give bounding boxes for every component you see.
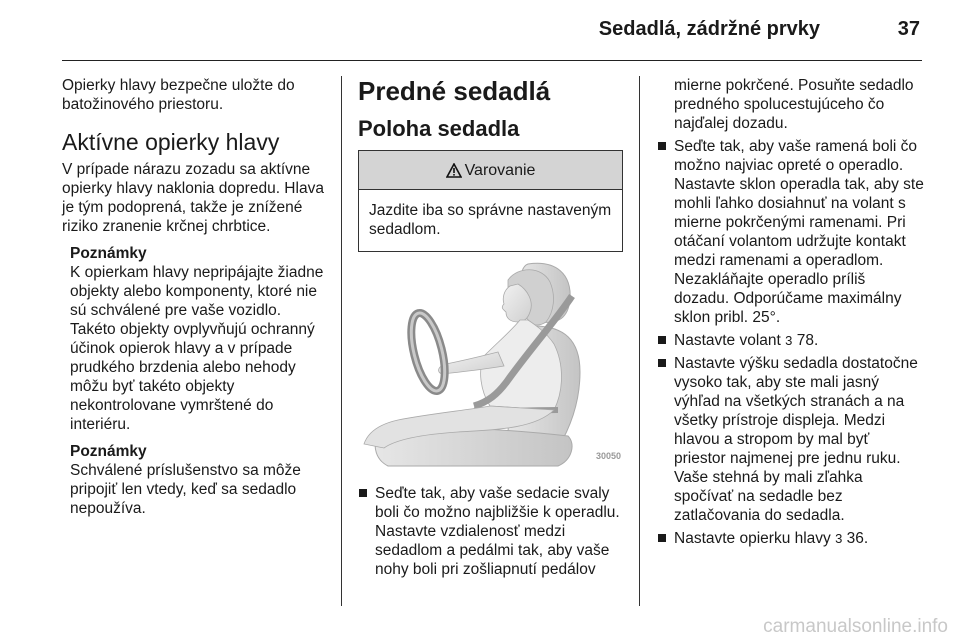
page-ref-arrow-icon: 3 (785, 333, 793, 348)
warning-title: Varovanie (464, 161, 536, 179)
seat-instructions-list-continued (657, 137, 924, 548)
page-header-title: Sedadlá, zádržné prvky (598, 18, 820, 40)
square-bullet-icon (658, 359, 666, 367)
square-bullet-icon (359, 489, 367, 497)
list-item (657, 529, 924, 548)
page-reference-link[interactable]: 78. (796, 332, 819, 349)
list-item-text: Nastavte opierku hlavy (674, 530, 831, 547)
watermark: carmanualsonline.info (763, 616, 948, 637)
list-item (358, 484, 623, 579)
intro-paragraph: Opierky hlavy bezpečne uložte do batožinového priestoru. (62, 77, 295, 113)
warning-box (358, 150, 623, 252)
note-title: Poznámky (70, 245, 147, 262)
square-bullet-icon (658, 534, 666, 542)
warning-triangle-icon (446, 163, 462, 178)
list-item-continuation: mierne pokrčené. Posuňte sedadlo predného spolucestujúceho čo najďalej dozadu. (674, 77, 914, 132)
column-divider-right (639, 76, 640, 606)
note-block-2 (70, 442, 327, 518)
list-item-text: Seďte tak, aby vaše sedacie svaly boli čo možno najbližšie k operadlu. Nastavte vzdialenosť medzi sedadlom a pedálmi tak, aby vaše nohy boli pri zošliapnutí pedálov (375, 485, 620, 578)
warning-header (359, 151, 622, 190)
list-item (657, 331, 924, 350)
list-item-text: Nastavte výšku sedadla dostatočne vysoko tak, aby ste mali jasný výhľad na všetkých stranách a na všetky prístroje displeja. Medzi hlavou a stropom by mal byť priestor najmenej pre jednu ruku. Vaše stehná by mali zľahka spočívať na sedadle bez zatlačovania do sedadla. (674, 355, 918, 524)
list-item (657, 137, 924, 327)
note-title: Poznámky (70, 443, 147, 460)
list-item (657, 354, 924, 525)
square-bullet-icon (658, 336, 666, 344)
seat-position-illustration (358, 260, 623, 470)
column-1 (62, 76, 327, 518)
square-bullet-icon (658, 142, 666, 150)
subheading-seat-position: Poloha sedadla (358, 116, 520, 141)
list-item-text: Seďte tak, aby vaše ramená boli čo možno najviac opreté o operadlo. Nastavte sklon operadla tak, aby ste mohli ľahko dosiahnuť na volant s mierne pokrčenými ramenami. Pri otáčaní volantom udržujte kontakt medzi ramenami a operadlom. Nezakláňajte operadlo príliš dozadu. Odporúčame maximálny sklon pribl. 25°. (674, 138, 924, 326)
note-text: Schválené príslušenstvo sa môže pripojiť len vtedy, keď sa sedadlo nepoužíva. (70, 462, 301, 517)
column-3 (657, 76, 924, 552)
section-heading-active-headrests: Aktívne opierky hlavy (62, 129, 280, 155)
list-item-text: Nastavte volant (674, 332, 781, 349)
section-heading-front-seats: Predné sedadlá (358, 76, 551, 106)
warning-text: Jazdite iba so správne nastaveným sedadlom. (369, 202, 612, 238)
page-number: 37 (897, 18, 920, 40)
note-text: K opierkam hlavy nepripájajte žiadne objekty alebo komponenty, ktoré nie sú schválené pre vaše vozidlo. Takéto objekty ovplyvňujú ochranný účinok opierok hlavy a v prípade prudkého brzdenia alebo nehody môžu byť takéto objekty nekontrolovane vymrštené do interiéru. (70, 264, 324, 433)
column-2 (358, 76, 623, 583)
figure-number: 30050 (595, 451, 621, 461)
header-rule (62, 60, 922, 61)
column-divider-left (341, 76, 342, 606)
seat-instructions-list (358, 484, 623, 579)
page-reference-link[interactable]: 36. (846, 530, 869, 547)
note-block-1 (70, 244, 327, 434)
page-ref-arrow-icon: 3 (835, 531, 843, 546)
active-headrests-paragraph: V prípade nárazu zozadu sa aktívne opierky hlavy naklonia dopredu. Hlava je tým podoprená, takže je znížené riziko zranenie krčnej chrbtice. (62, 161, 324, 235)
